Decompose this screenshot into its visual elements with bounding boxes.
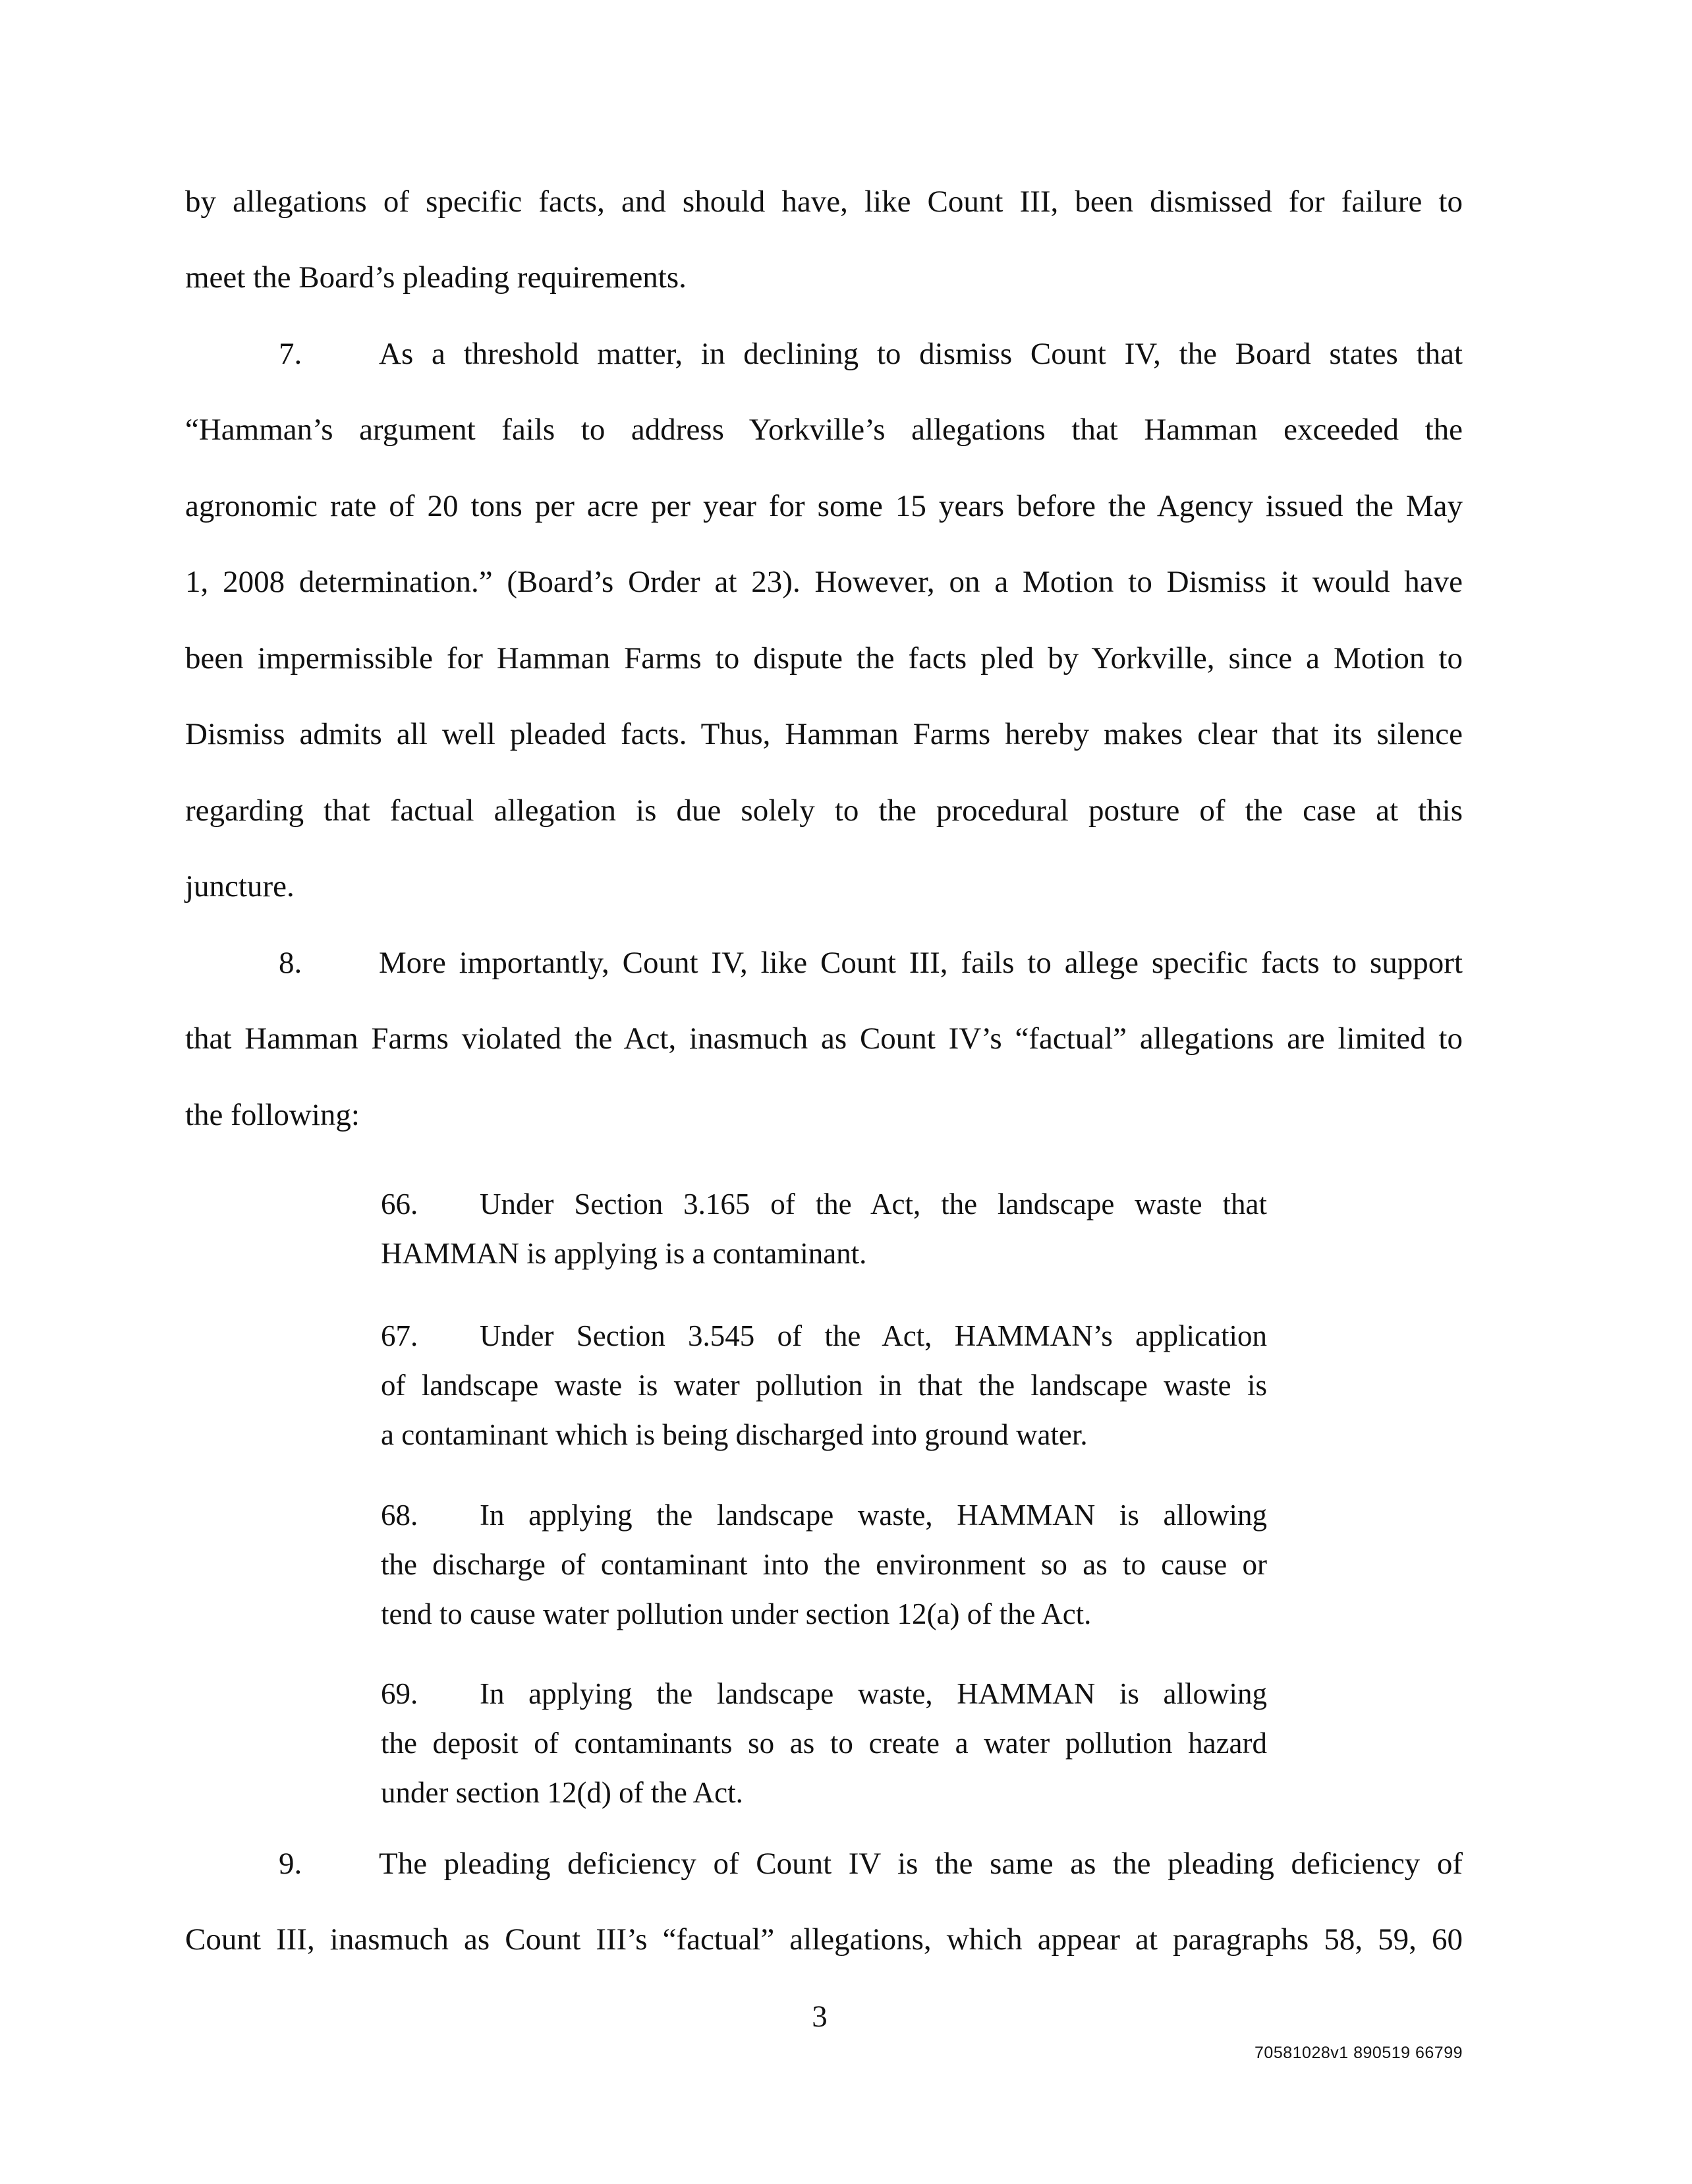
block-quote-line: HAMMAN is applying is a contaminant. [381,1237,867,1270]
page-number: 3 [812,1999,828,2034]
body-text-line: been impermissible for Hamman Farms to dispute the facts pled by Yorkville, since a Motion to [185,641,1463,675]
body-text-line: the following: [185,1098,360,1132]
block-quote-line: under section 12(d) of the Act. [381,1776,743,1809]
block-quote-line: tend to cause water pollution under section 12(a) of the Act. [381,1597,1092,1630]
body-text-line: Count III, inasmuch as Count III’s “factual” allegations, which appear at paragraphs 58, 59, 60 [185,1922,1463,1957]
body-text-line: meet the Board’s pleading requirements. [185,260,687,295]
body-text-line: 1, 2008 determination.” (Board’s Order at 23). However, on a Motion to Dismiss it would have [185,565,1463,599]
block-quote-paragraph [381,1491,1267,1639]
body-text-line: As a threshold matter, in declining to dismiss Count IV, the Board states that [379,337,1463,371]
document-id: 70581028v1 890519 66799 [1255,2044,1463,2062]
paragraph-number: 9. [279,1847,302,1881]
block-quote-line [381,1669,1267,1719]
block-quote-line [381,1311,1267,1361]
block-quote-line: of landscape waste is water pollution in that the landscape waste is [381,1369,1267,1402]
body-text-line: that Hamman Farms violated the Act, inasmuch as Count IV’s “factual” allegations are limited to [185,1021,1463,1056]
body-text-line: by allegations of specific facts, and should have, like Count III, been dismissed for failure to [185,185,1463,219]
block-quote-text: Under Section 3.545 of the Act, HAMMAN’s application [480,1319,1267,1352]
block-quote-paragraph [381,1669,1267,1818]
body-text-line: juncture. [185,869,295,904]
block-quote-line [381,1491,1267,1540]
block-quote-paragraph [381,1180,1267,1279]
body-text-line: “Hamman’s argument fails to address Yorkville’s allegations that Hamman exceeded the [185,413,1463,447]
paragraph-number: 8. [279,946,302,980]
body-text-line: regarding that factual allegation is due solely to the procedural posture of the case at this [185,793,1463,828]
block-quote-line: the deposit of contaminants so as to create a water pollution hazard [381,1727,1267,1760]
body-text-line: Dismiss admits all well pleaded facts. Thus, Hamman Farms hereby makes clear that its silence [185,717,1463,751]
block-quote-text: In applying the landscape waste, HAMMAN is allowing [480,1499,1267,1532]
block-quote-number: 69. [381,1677,418,1710]
block-quote-paragraph [381,1311,1267,1460]
block-quote-number: 68. [381,1499,418,1532]
block-quote-line: a contaminant which is being discharged into ground water. [381,1418,1088,1451]
paragraph-number: 7. [279,337,302,371]
block-quote-line: the discharge of contaminant into the environment so as to cause or [381,1548,1267,1581]
block-quote-number: 66. [381,1188,418,1221]
body-text-line: More importantly, Count IV, like Count III, fails to allege specific facts to support [379,946,1463,980]
body-text-line: The pleading deficiency of Count IV is the same as the pleading deficiency of [379,1847,1463,1881]
body-text-line: agronomic rate of 20 tons per acre per year for some 15 years before the Agency issued the May [185,489,1463,523]
block-quote-number: 67. [381,1319,418,1352]
block-quote-text: Under Section 3.165 of the Act, the landscape waste that [480,1188,1267,1221]
block-quote-text: In applying the landscape waste, HAMMAN is allowing [480,1677,1267,1710]
block-quote-line [381,1180,1267,1229]
